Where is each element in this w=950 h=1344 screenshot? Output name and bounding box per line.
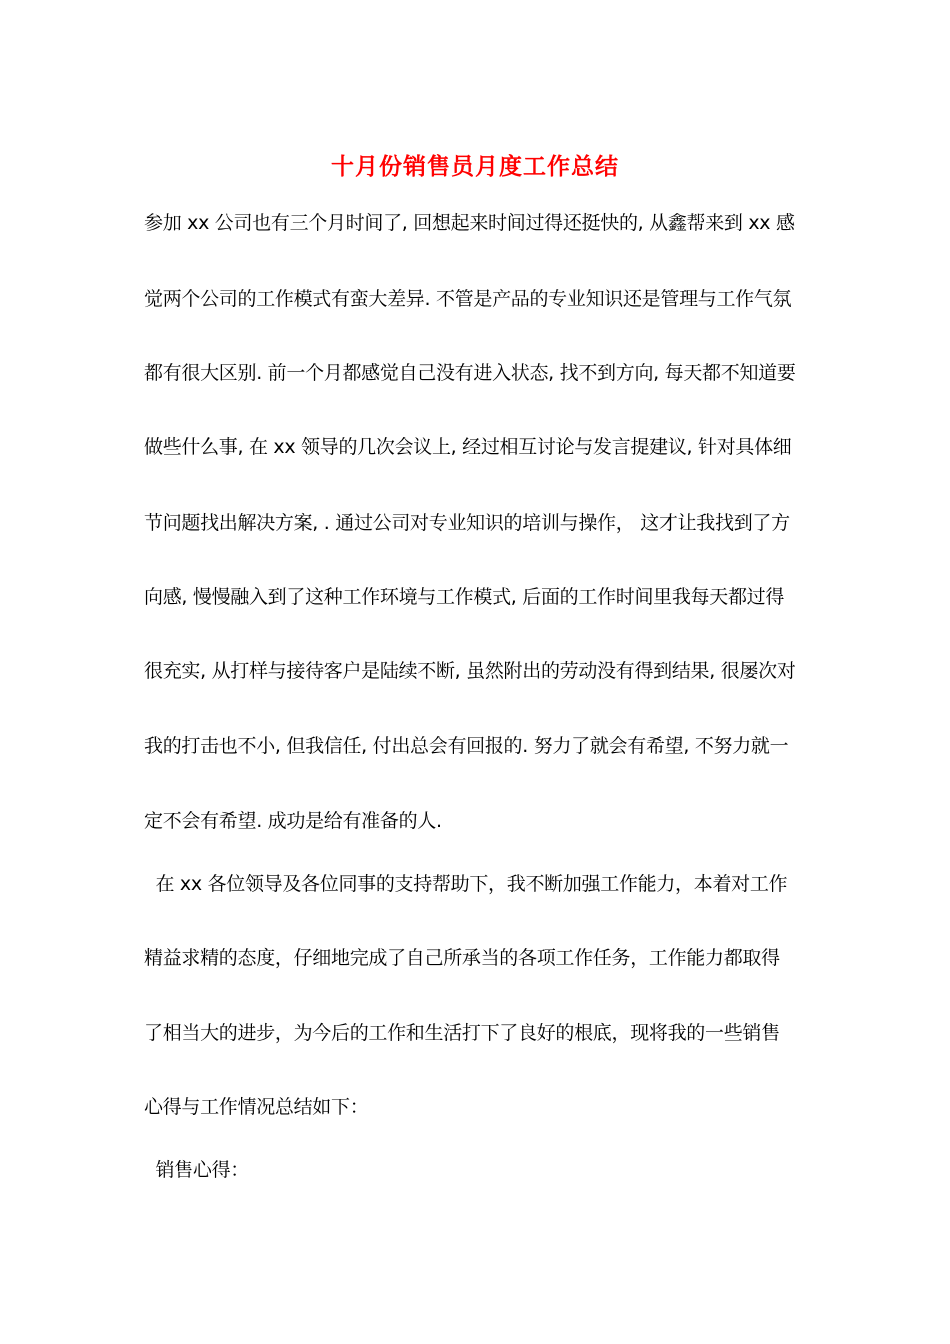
paragraph-line-7: 很充实, 从打样与接待客户是陆续不断, 虽然附出的劳动没有得到结果, 很屡次对 (144, 660, 796, 682)
paragraph-line-10: 在 xx 各位领导及各位同事的支持帮助下，我不断加强工作能力，本着对工作 (144, 873, 788, 895)
paragraph-line-1: 参加 xx 公司也有三个月时间了, 回想起来时间过得还挺快的, 从鑫帮来到 xx 感 (144, 212, 795, 234)
paragraph-line-8: 我的打击也不小, 但我信任, 付出总会有回报的. 努力了就会有希望, 不努力就一 (144, 735, 789, 757)
paragraph-line-11: 精益求精的态度，仔细地完成了自己所承当的各项工作任务，工作能力都取得 (144, 947, 780, 969)
paragraph-line-3: 都有很大区别. 前一个月都感觉自己没有进入状态, 找不到方向, 每天都不知道要 (144, 362, 796, 384)
paragraph-line-2: 觉两个公司的工作模式有蛮大差异. 不管是产品的专业知识还是管理与工作气氛 (144, 288, 792, 310)
paragraph-line-6: 向感, 慢慢融入到了这种工作环境与工作模式, 后面的工作时间里我每天都过得 (144, 586, 785, 608)
document-title: 十月份销售员月度工作总结 (331, 153, 619, 180)
section-heading-sales: 销售心得： (144, 1159, 249, 1181)
paragraph-line-13: 心得与工作情况总结如下： (144, 1096, 369, 1118)
paragraph-line-4: 做些什么事, 在 xx 领导的几次会议上, 经过相互讨论与发言提建议, 针对具体细 (144, 436, 792, 458)
paragraph-line-9: 定不会有希望. 成功是给有准备的人. (144, 810, 442, 832)
paragraph-line-5: 节问题找出解决方案, . 通过公司对专业知识的培训与操作， 这才让我找到了方 (144, 512, 790, 534)
paragraph-line-12: 了相当大的进步，为今后的工作和生活打下了良好的根底，现将我的一些销售 (144, 1022, 780, 1044)
